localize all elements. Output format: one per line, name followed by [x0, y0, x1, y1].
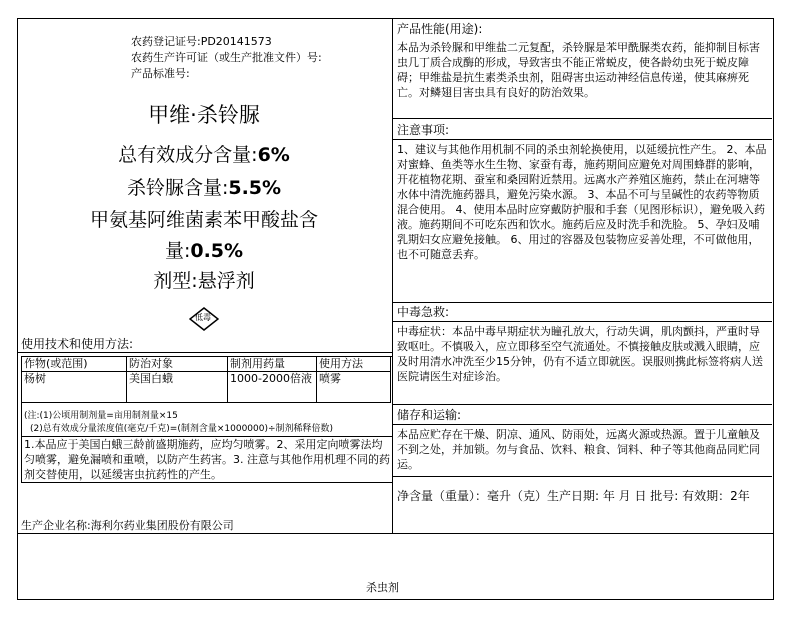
precautions-title-divider: [392, 139, 772, 140]
ingredient-a-label: 杀铃脲含量:: [126, 177, 229, 199]
usage-header-row: [22, 357, 391, 372]
usage-note-1: (注:(1)公顷用制剂量=亩用制剂量×15: [24, 411, 178, 421]
ingredient-a: [24, 175, 384, 201]
usage-note-2: (2)总有效成分量浓度值(毫克/千克)=(制剂含量×1000000)÷制剂稀释倍数): [30, 424, 334, 434]
precautions-text: 1、建议与其他作用机制不同的杀虫剂轮换使用，以延缓抗性产生。 2、本品对蜜蜂、鱼类等水生生物、家蚕有毒，施药期间应避免对周围蜂群的影响，开花植物花期、蚕室和桑园附近禁用。远离水产养殖区施药，禁止在河塘等水体中清洗施药器具，避免污染水源。 3、本品不可与呈碱性的农药等物质混合使用。 4、使用本品时应穿戴防护服和手套（见图形标识），避免吸入药液。施药期间不可吃东西和饮水。施药后应及时洗手和洗脸。 5、孕妇及哺乳期妇女应避免接触。 6、用过的容器及包装物应妥善处理，不可做他用，也不可随意丢弃。: [397, 143, 767, 261]
formulation: [24, 268, 384, 294]
first-aid-divider: [392, 404, 772, 405]
storage-title-divider: [392, 424, 772, 425]
registration-number: 农药登记证号:PD20141573: [131, 35, 272, 48]
usage-header-target: 防治对象: [127, 357, 228, 372]
bottom-divider: [17, 533, 773, 534]
usage-cell-crop: 杨树: [22, 372, 127, 403]
first-aid-title: 中毒急救:: [397, 305, 450, 319]
usage-divider: [17, 352, 392, 353]
usage-header-crop: 作物(或范围): [22, 357, 127, 372]
production-permit: 农药生产许可证（或生产批准文件）号:: [131, 51, 322, 64]
usage-cell-dosage: 1000-2000倍液: [228, 372, 317, 403]
total-content: [24, 142, 384, 168]
first-aid-text: 中毒症状：本品中毒早期症状为瞳孔放大，行动失调，肌肉颤抖，严重时导致呕吐。不慎吸入，应立即移至空气流通处。不慎接触皮肤或溅入眼睛，应及时用清水冲洗至少15分钟，仍有不适立即就医。误服则携此标签将病人送医院请医生对症诊治。: [397, 325, 763, 383]
storage-divider: [392, 476, 772, 477]
usage-title: 使用技术和使用方法:: [21, 337, 134, 351]
toxicity-label: 低毒: [195, 313, 211, 322]
total-content-label: 总有效成分含量:: [118, 144, 258, 166]
ingredient-b-line1: 甲氨基阿维菌素苯甲酸盐含: [89, 209, 318, 231]
formulation-value: 悬浮剂: [197, 270, 255, 292]
performance-text: 本品为杀铃脲和甲维盐二元复配，杀铃脲是苯甲酰脲类农药，能抑制目标害虫几丁质合成酶的形成，导致害虫不能正常蜕皮，使各龄幼虫死于蜕皮障碍；甲维盐是抗生素类杀虫剂，阻碍害虫运动神经信息传递，使其麻痹死亡。对鳞翅目害虫具有良好的防治效果。: [397, 41, 760, 99]
performance-divider: [392, 118, 772, 119]
precautions-title: 注意事项:: [397, 123, 450, 137]
manufacturer: 生产企业名称:海利尔药业集团股份有限公司: [21, 519, 234, 532]
storage-text: 本品应贮存在干燥、阴凉、通风、防雨处，远离火源或热源。置于儿童触及不到之处，并加锁。勿与食品、饮料、粮食、饲料、种子等其他商品同贮同运。: [397, 428, 760, 471]
usage-cell-method: 喷雾: [317, 372, 391, 403]
category-label: 杀虫剂: [366, 581, 399, 594]
total-content-value: 6%: [257, 144, 290, 166]
usage-cell-target: 美国白蛾: [127, 372, 228, 403]
usage-header-dosage: 制剂用药量: [228, 357, 317, 372]
usage-box: [21, 356, 393, 483]
product-info-footer: 净含量（重量）：毫升（克）生产日期: 年 月 日 批号: 有效期：2年: [397, 489, 750, 503]
usage-row: [22, 372, 391, 403]
formulation-label: 剂型:: [153, 270, 198, 292]
ingredient-b-label: 量:: [164, 240, 191, 262]
usage-table: [21, 356, 391, 403]
product-standard: 产品标准号:: [131, 67, 190, 80]
storage-title: 储存和运输:: [397, 408, 462, 422]
ingredient-a-value: 5.5%: [228, 177, 282, 199]
ingredient-b-value: 0.5%: [190, 240, 244, 262]
usage-instructions: 1.本品应于美国白蛾三龄前盛期施药，应均匀喷雾。2、采用定向喷雾法均匀喷雾，避免漏喷和重喷，以防产生药害。3. 注意与其他作用机理不同的药剂交替使用，以延缓害虫抗药性的产生。: [24, 438, 390, 481]
usage-header-method: 使用方法: [317, 357, 391, 372]
ingredient-b-line2: [24, 238, 384, 264]
toxicity-badge: [189, 307, 219, 331]
performance-title: 产品性能(用途):: [397, 22, 483, 36]
precautions-divider: [392, 302, 772, 303]
product-name: 甲维·杀铃脲: [148, 103, 260, 127]
first-aid-title-divider: [392, 321, 772, 322]
